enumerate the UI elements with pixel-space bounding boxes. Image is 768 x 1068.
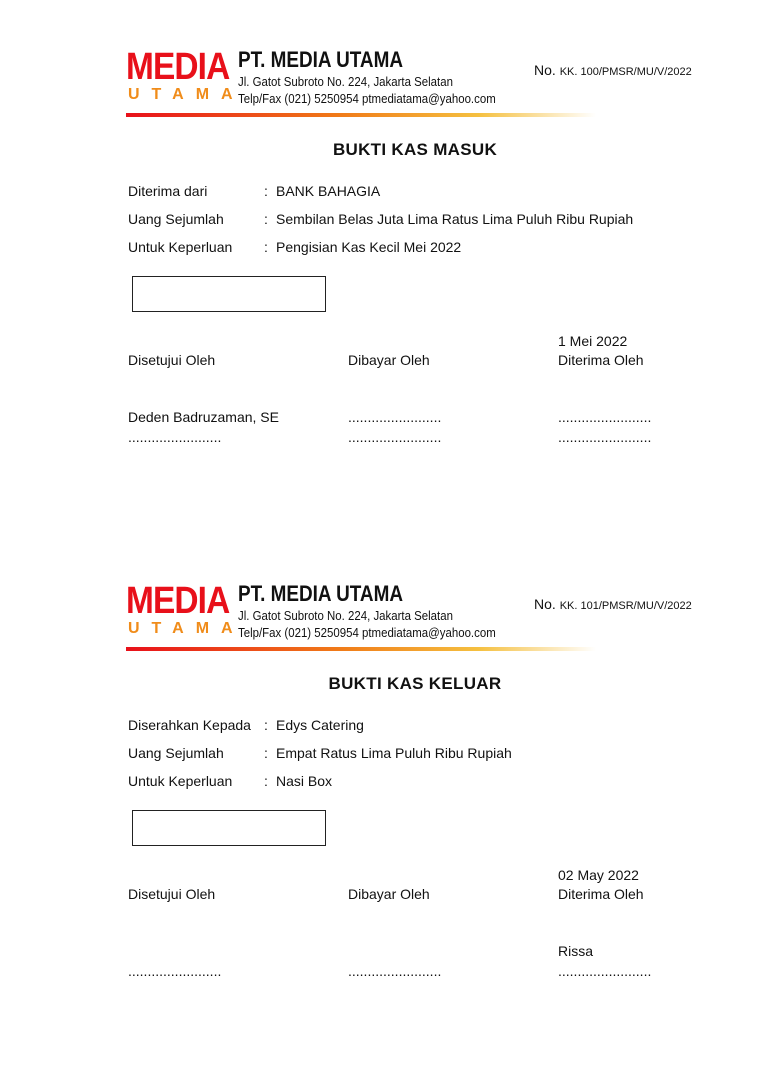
company-header xyxy=(238,47,538,107)
company-address: Jl. Gatot Subroto No. 224, Jakarta Selatan xyxy=(238,74,453,89)
document-number-label: No. xyxy=(534,596,556,612)
field-label: Uang Sejumlah xyxy=(128,745,224,761)
field-colon: : xyxy=(264,239,268,255)
amount-box xyxy=(132,810,326,846)
signature-line-received: ........................ xyxy=(558,429,652,445)
field-value: Empat Ratus Lima Puluh Ribu Rupiah xyxy=(276,745,512,761)
field-amount xyxy=(128,209,633,229)
field-colon: : xyxy=(264,773,268,789)
field-purpose xyxy=(128,771,332,791)
company-logo xyxy=(126,46,245,110)
document-number-label: No. xyxy=(534,62,556,78)
field-colon: : xyxy=(264,745,268,761)
field-handed-to xyxy=(128,715,364,735)
logo-text-bottom: UTAMA xyxy=(128,86,245,103)
field-colon: : xyxy=(264,211,268,227)
logo-text-top: MEDIA xyxy=(126,580,230,622)
signature-line-received: ........................ xyxy=(558,963,652,979)
company-logo xyxy=(126,580,245,644)
field-label: Untuk Keperluan xyxy=(128,239,233,255)
company-contact: Telp/Fax (021) 5250954 ptmediatama@yahoo.com xyxy=(238,91,496,106)
signer-approved-name: Deden Badruzaman, SE xyxy=(128,409,279,425)
header-divider xyxy=(126,113,596,117)
field-colon: : xyxy=(264,717,268,733)
document-number-value: KK. 101/PMSR/MU/V/2022 xyxy=(559,600,692,612)
logo-text-top: MEDIA xyxy=(126,46,230,88)
field-value: BANK BAHAGIA xyxy=(276,183,381,199)
label-approved-by: Disetujui Oleh xyxy=(128,886,216,902)
voucher-date: 1 Mei 2022 xyxy=(558,333,628,349)
document-title: BUKTI KAS MASUK xyxy=(332,140,498,159)
signature-line-paid: ........................ xyxy=(348,963,442,979)
signer-paid-name: ........................ xyxy=(348,409,442,425)
signature-line-paid: ........................ xyxy=(348,429,442,445)
field-value: Nasi Box xyxy=(276,773,333,789)
label-received-by: Diterima Oleh xyxy=(558,886,644,902)
label-approved-by: Disetujui Oleh xyxy=(128,352,216,368)
field-label: Diserahkan Kepada xyxy=(128,717,251,733)
label-paid-by: Dibayar Oleh xyxy=(348,352,430,368)
field-amount xyxy=(128,743,512,763)
header-divider xyxy=(126,647,596,651)
company-contact: Telp/Fax (021) 5250954 ptmediatama@yahoo.com xyxy=(238,625,496,640)
label-paid-by: Dibayar Oleh xyxy=(348,886,430,902)
company-name: PT. MEDIA UTAMA xyxy=(238,581,404,606)
field-value: Edys Catering xyxy=(276,717,364,733)
amount-box xyxy=(132,276,326,312)
document-number-value: KK. 100/PMSR/MU/V/2022 xyxy=(559,66,692,78)
signer-received-name: Rissa xyxy=(558,943,594,959)
label-received-by: Diterima Oleh xyxy=(558,352,644,368)
field-purpose xyxy=(128,237,461,257)
company-header xyxy=(238,581,538,641)
field-label: Untuk Keperluan xyxy=(128,773,233,789)
field-value: Sembilan Belas Juta Lima Ratus Lima Puluh Ribu Rupiah xyxy=(276,211,634,227)
field-colon: : xyxy=(264,183,268,199)
signer-received-name: ........................ xyxy=(558,409,652,425)
field-received-from xyxy=(128,181,380,201)
logo-text-bottom: UTAMA xyxy=(128,620,245,637)
signature-line-approved: ........................ xyxy=(128,429,222,445)
voucher-date: 02 May 2022 xyxy=(558,867,639,883)
signature-line-approved: ........................ xyxy=(128,963,222,979)
document-number xyxy=(534,62,692,78)
field-value: Pengisian Kas Kecil Mei 2022 xyxy=(276,239,462,255)
company-name: PT. MEDIA UTAMA xyxy=(238,47,404,72)
field-label: Diterima dari xyxy=(128,183,208,199)
document-title: BUKTI KAS KELUAR xyxy=(328,674,502,693)
company-address: Jl. Gatot Subroto No. 224, Jakarta Selatan xyxy=(238,608,453,623)
document-number xyxy=(534,596,692,612)
field-label: Uang Sejumlah xyxy=(128,211,224,227)
voucher-kas-keluar xyxy=(0,534,768,1068)
